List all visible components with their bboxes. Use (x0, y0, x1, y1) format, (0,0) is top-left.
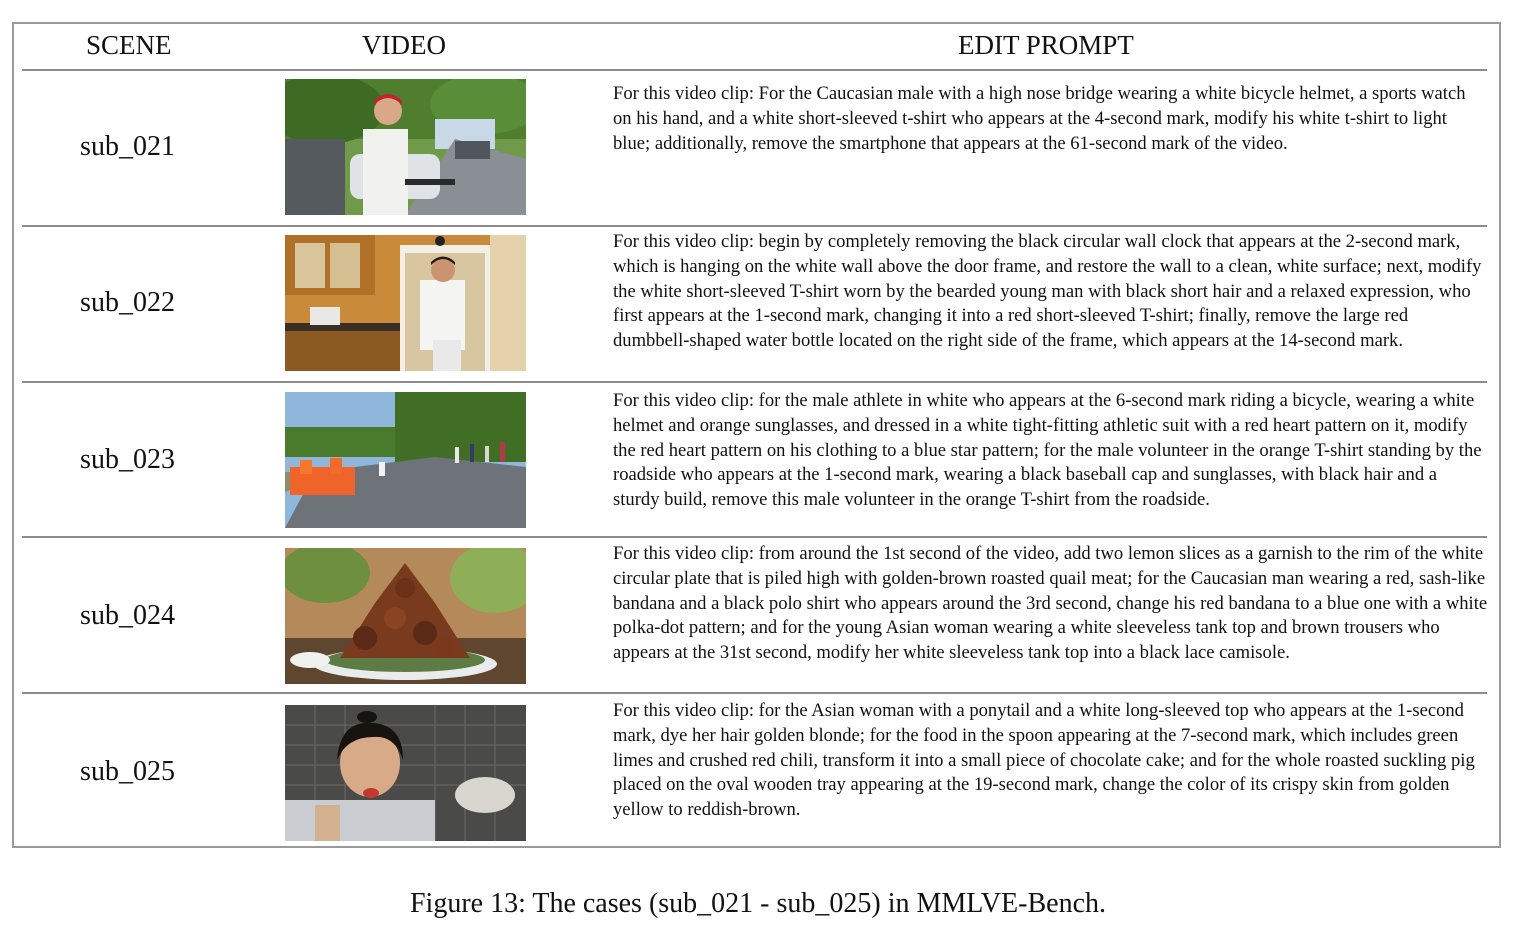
header-scene: SCENE (86, 30, 172, 60)
row-divider (22, 536, 1487, 538)
edit-prompt-text: For this video clip: For the Caucasian male with a high nose bridge wearing a white bicycle helmet, a sports watch on his hand, and a white short-sleeved t-shirt who appears at the 4-second mark, modify his white t-shirt to light blue; additionally, remove the smartphone that appears at the 61-second mark of the video. (613, 83, 1466, 154)
scene-label: sub_023 (80, 444, 175, 475)
edit-prompt-text: For this video clip: begin by completely removing the black circular wall clock that appears at the 2-second mark, which is hanging on the white wall above the door frame, and restore the wall to a clean, white surface; next, modify the white short-sleeved T-shirt worn by the bearded young man with black short hair and a relaxed expression, who first appears at the 1-second mark, changing it into a red short-sleeved T-shirt; finally, remove the large red dumbbell-shaped water bottle located on the right side of the frame, which appears at the 14-second mark. (613, 231, 1482, 352)
edit-prompt-text: For this video clip: for the Asian woman with a ponytail and a white long-sleeved top who appears at the 1-second mark, dye her hair golden blonde; for the food in the spoon appearing at the 7-second mark, which includes green limes and crushed red chili, transform it into a small piece of chocolate cake; and for the whole roasted suckling pig placed on the oval wooden tray appearing at the 19-second mark, change the color of its crispy skin from golden yellow to reddish-brown. (613, 700, 1475, 821)
video-thumbnail (285, 392, 526, 528)
edit-prompt-text: For this video clip: from around the 1st second of the video, add two lemon slices as a garnish to the rim of the white circular plate that is piled high with golden-brown roasted quail meat; for the Caucasian man wearing a red, sash-like bandana and a black polo shirt who appears around the 3rd second, change his red bandana to a blue one with a white polka-dot pattern; and for the young Asian woman wearing a white sleeveless tank top and brown trousers who appears at the 31st second, modify her white sleeveless tank top into a black lace camisole. (613, 543, 1488, 664)
video-thumbnail (285, 235, 526, 371)
scene-label: sub_024 (80, 600, 175, 631)
woman-eating-thumbnail (285, 705, 526, 841)
video-thumbnail (285, 79, 526, 215)
header-video: VIDEO (362, 30, 446, 60)
header-rule (22, 69, 1487, 71)
row-divider (22, 225, 1487, 227)
cyclist-street-thumbnail (285, 79, 526, 215)
edit-prompt-text: For this video clip: for the male athlete in white who appears at the 6-second mark riding a bicycle, wearing a white helmet and orange sunglasses, and dressed in a white tight-fitting athletic suit with a red heart pattern on it, modify the red heart pattern on his clothing to a blue star pattern; for the male volunteer in the orange T-shirt standing by the roadside who appears at the 1-second mark, wearing a black baseball cap and sunglasses, with black hair and a sturdy build, remove this male volunteer in the orange T-shirt from the roadside. (613, 390, 1482, 511)
cycling-race-road-thumbnail (285, 392, 526, 528)
header-edit-prompt: EDIT PROMPT (958, 30, 1134, 60)
video-thumbnail (285, 705, 526, 841)
figure-caption: Figure 13: The cases (sub_021 - sub_025) in MMLVE-Bench. (409, 888, 1107, 919)
row-divider (22, 381, 1487, 383)
video-thumbnail (285, 548, 526, 684)
row-divider (22, 692, 1487, 694)
scene-label: sub_025 (80, 756, 175, 787)
roasted-quail-plate-thumbnail (285, 548, 526, 684)
scene-label: sub_021 (80, 131, 175, 162)
scene-label: sub_022 (80, 287, 175, 318)
kitchen-doorway-thumbnail (285, 235, 526, 371)
